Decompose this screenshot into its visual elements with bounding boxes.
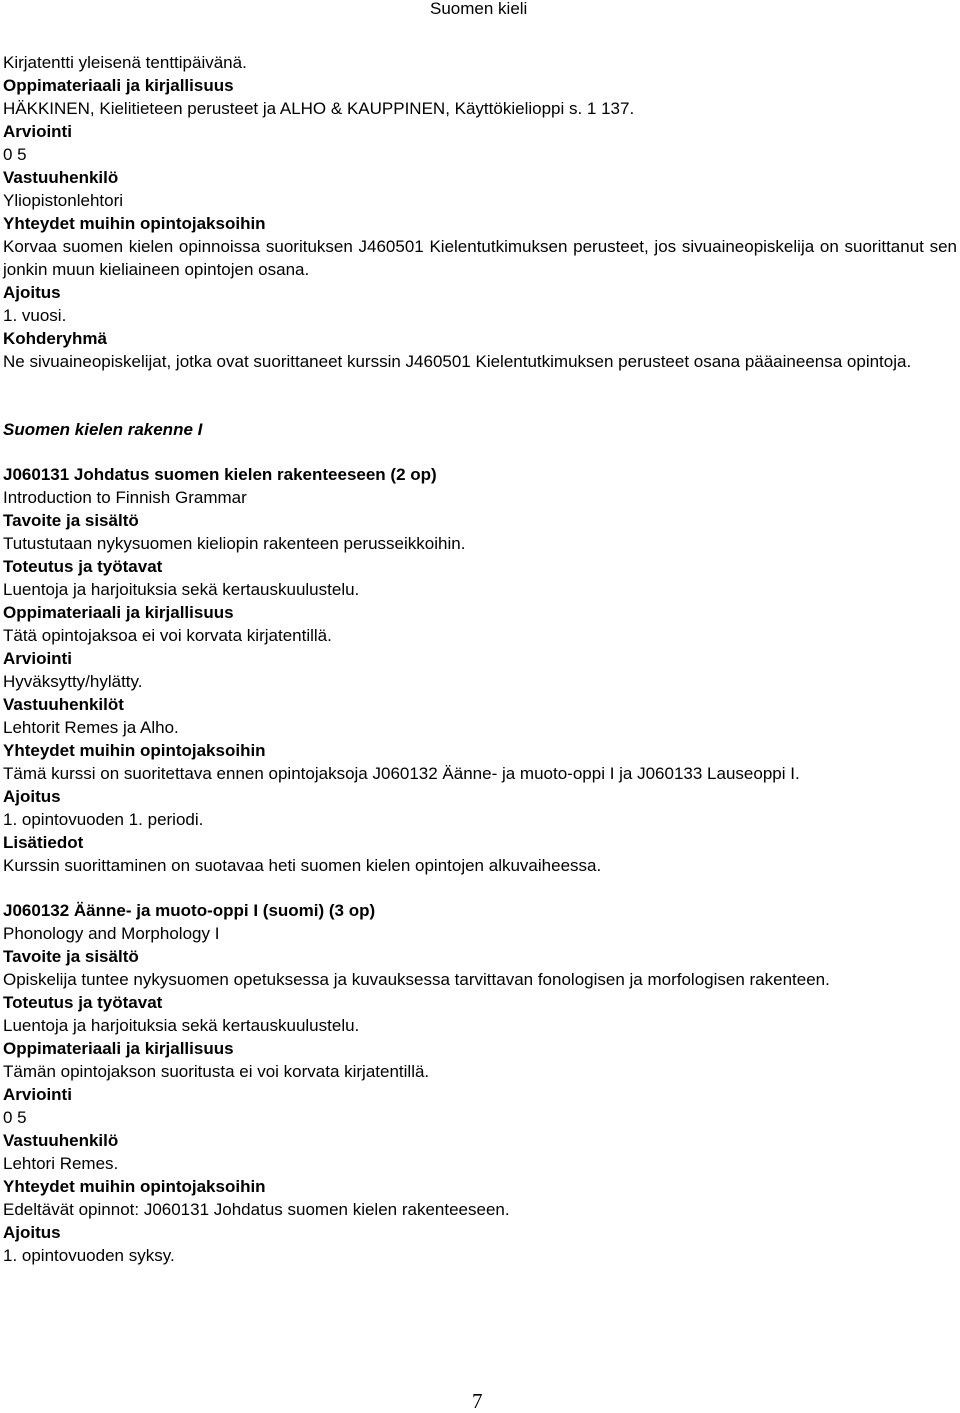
methods-text: Luentoja ja harjoituksia sekä kertauskuulustelu. <box>3 1016 360 1035</box>
goals-text: Tutustutaan nykysuomen kieliopin rakenteen perusseikkoihin. <box>3 534 466 553</box>
heading-responsible: Vastuuhenkilöt <box>3 695 124 714</box>
course-title: J060132 Äänne- ja muoto-oppi I (suomi) (3 op) <box>3 901 376 920</box>
heading-materials: Oppimateriaali ja kirjallisuus <box>3 76 234 95</box>
heading-methods: Toteutus ja työtavat <box>3 557 163 576</box>
materials-text: Tätä opintojaksoa ei voi korvata kirjatentillä. <box>3 626 332 645</box>
heading-relations: Yhteydet muihin opintojaksoihin <box>3 741 266 760</box>
heading-timing: Ajoitus <box>3 283 61 302</box>
heading-grading: Arviointi <box>3 1085 72 1104</box>
heading-grading: Arviointi <box>3 649 72 668</box>
heading-materials: Oppimateriaali ja kirjallisuus <box>3 1039 234 1058</box>
materials-text: HÄKKINEN, Kielitieteen perusteet ja ALHO & KAUPPINEN, Käyttökielioppi s. 1 137. <box>3 99 635 118</box>
blank-line <box>3 396 957 418</box>
relations-text: Tämä kurssi on suoritettava ennen opintojaksoja J060132 Äänne- ja muoto-oppi I ja J060133 Lauseoppi I. <box>3 764 800 783</box>
exam-info: Kirjatentti yleisenä tenttipäivänä. <box>3 53 247 72</box>
blank-line <box>3 441 957 463</box>
timing-text: 1. opintovuoden 1. periodi. <box>3 810 204 829</box>
heading-methods: Toteutus ja työtavat <box>3 993 163 1012</box>
grading-text: Hyväksytty/hylätty. <box>3 672 143 691</box>
extra-info-text: Kurssin suorittaminen on suotavaa heti suomen kielen opintojen alkuvaiheessa. <box>3 856 602 875</box>
heading-goals: Tavoite ja sisältö <box>3 511 139 530</box>
section-title: Suomen kielen rakenne I <box>3 420 203 439</box>
running-header: Suomen kieli <box>430 0 528 18</box>
responsible-text: Lehtorit Remes ja Alho. <box>3 718 179 737</box>
heading-target-group: Kohderyhmä <box>3 329 107 348</box>
heading-responsible: Vastuuhenkilö <box>3 168 119 187</box>
heading-goals: Tavoite ja sisältö <box>3 947 139 966</box>
document-body <box>3 51 957 1267</box>
heading-grading: Arviointi <box>3 122 72 141</box>
blank-line <box>3 877 957 899</box>
heading-extra-info: Lisätiedot <box>3 833 84 852</box>
page-number: 7 <box>472 1389 483 1413</box>
heading-responsible: Vastuuhenkilö <box>3 1131 119 1150</box>
heading-timing: Ajoitus <box>3 1223 61 1242</box>
heading-relations: Yhteydet muihin opintojaksoihin <box>3 1177 266 1196</box>
timing-text: 1. opintovuoden syksy. <box>3 1246 175 1265</box>
goals-text: Opiskelija tuntee nykysuomen opetuksessa ja kuvauksessa tarvittavan fonologisen ja morfologisen rakenteen. <box>3 970 830 989</box>
course-subtitle: Introduction to Finnish Grammar <box>3 488 247 507</box>
course-subtitle: Phonology and Morphology I <box>3 924 220 943</box>
grading-text: 0 5 <box>3 1108 27 1127</box>
responsible-text: Lehtori Remes. <box>3 1154 119 1173</box>
methods-text: Luentoja ja harjoituksia sekä kertauskuulustelu. <box>3 580 360 599</box>
grading-text: 0 5 <box>3 145 27 164</box>
timing-text: 1. vuosi. <box>3 306 67 325</box>
heading-relations: Yhteydet muihin opintojaksoihin <box>3 214 266 233</box>
target-group-text: Ne sivuaineopiskelijat, jotka ovat suorittaneet kurssin J460501 Kielentutkimuksen perusteet osana pääaineensa opintoja. <box>3 352 912 371</box>
relations-text: Edeltävät opinnot: J060131 Johdatus suomen kielen rakenteeseen. <box>3 1200 510 1219</box>
course-title: J060131 Johdatus suomen kielen rakenteeseen (2 op) <box>3 465 437 484</box>
materials-text: Tämän opintojakson suoritusta ei voi korvata kirjatentillä. <box>3 1062 430 1081</box>
responsible-text: Yliopistonlehtori <box>3 191 124 210</box>
blank-line <box>3 373 957 396</box>
heading-materials: Oppimateriaali ja kirjallisuus <box>3 603 234 622</box>
heading-timing: Ajoitus <box>3 787 61 806</box>
relations-text: Korvaa suomen kielen opinnoissa suorituksen J460501 Kielentutkimuksen perusteet, jos sivuaineopiskelija on suorittanut sen jonkin muun kieliaineen opintojen osana. <box>3 237 957 279</box>
